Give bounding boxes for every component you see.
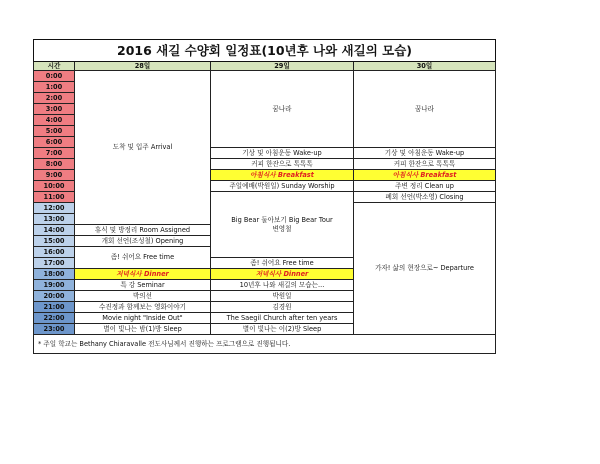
schedule-title: 2016 새길 수양회 일정표(10년후 나와 새길의 모습) [34, 40, 496, 62]
day3-coffee: 커피 한잔으로 톡톡톡 [354, 159, 496, 170]
time-cell: 1:00 [34, 82, 75, 93]
time-cell: 20:00 [34, 291, 75, 302]
day2-dinner: 저녁식사 Dinner [211, 269, 354, 280]
time-cell: 22:00 [34, 313, 75, 324]
header-time: 시간 [34, 62, 75, 71]
time-cell: 23:00 [34, 324, 75, 335]
day2-free-time: 좀! 쉬어요 Free time [211, 258, 354, 269]
time-cell: 4:00 [34, 115, 75, 126]
day2-future-en: The Saegil Church after ten years [211, 313, 354, 324]
time-cell: 10:00 [34, 181, 75, 192]
day1-movie-kr: 수진정과 함께보는 영화이야기 [75, 302, 211, 313]
time-cell: 5:00 [34, 126, 75, 137]
time-cell: 21:00 [34, 302, 75, 313]
day2-breakfast: 아침식사 Breakfast [211, 170, 354, 181]
day2-worship: 주일예배(박원일) Sunday Worship [211, 181, 354, 192]
time-cell: 15:00 [34, 236, 75, 247]
time-cell: 11:00 [34, 192, 75, 203]
time-cell: 12:00 [34, 203, 75, 214]
day2-wakeup: 기상 및 아침운동 Wake-up [211, 148, 354, 159]
day3-departure: 가자! 삶의 현장으로~ Departure [354, 203, 496, 335]
day3-wakeup: 기상 및 아침운동 Wake-up [354, 148, 496, 159]
time-cell: 19:00 [34, 280, 75, 291]
day2-future-speaker2: 김경원 [211, 302, 354, 313]
day2-coffee: 커피 한잔으로 톡톡톡 [211, 159, 354, 170]
day1-free-time: 좀! 쉬어요 Free time [75, 247, 211, 269]
time-cell: 13:00 [34, 214, 75, 225]
time-cell: 0:00 [34, 71, 75, 82]
time-cell: 2:00 [34, 93, 75, 104]
day3-cleanup: 주변 정리 Clean up [354, 181, 496, 192]
day1-movie-en: Movie night "Inside Out" [75, 313, 211, 324]
time-cell: 16:00 [34, 247, 75, 258]
day2-future: 10년후 나와 새길의 모습는... [211, 280, 354, 291]
time-cell: 17:00 [34, 258, 75, 269]
time-cell: 8:00 [34, 159, 75, 170]
schedule-sheet [33, 39, 495, 354]
schedule-table [33, 39, 496, 354]
time-cell: 6:00 [34, 137, 75, 148]
day2-future-speaker1: 박원일 [211, 291, 354, 302]
day2-sleep: 별이 빛나는 이(2)방 Sleep [211, 324, 354, 335]
day1-seminar: 특 강 Seminar [75, 280, 211, 291]
day3-dream: 꿈나라 [354, 71, 496, 148]
day1-dinner: 저녁식사 Dinner [75, 269, 211, 280]
header-day-28: 28일 [75, 62, 211, 71]
time-cell: 7:00 [34, 148, 75, 159]
day2-tour-guide: 변영철 [272, 224, 292, 233]
day1-seminar-speaker: 박의선 [75, 291, 211, 302]
time-cell: 14:00 [34, 225, 75, 236]
header-day-29: 29일 [211, 62, 354, 71]
time-cell: 18:00 [34, 269, 75, 280]
day1-sleep: 별이 빛나는 밤(1)방 Sleep [75, 324, 211, 335]
day3-breakfast: 아침식사 Breakfast [354, 170, 496, 181]
header-day-30: 30일 [354, 62, 496, 71]
day3-closing: 폐회 선언(박소영) Closing [354, 192, 496, 203]
time-cell: 9:00 [34, 170, 75, 181]
day1-room: 휴식 및 방정리 Room Assigned [75, 225, 211, 236]
footnote: * 주일 학교는 Bethany Chiaravalle 전도사님께서 진행하는 프로그램으로 진행됩니다. [34, 335, 496, 354]
time-cell: 3:00 [34, 104, 75, 115]
day2-dream: 꿈나라 [211, 71, 354, 148]
day2-tour [211, 192, 354, 258]
day2-tour-label: Big Bear 둘아보기 Big Bear Tour [231, 215, 333, 224]
day1-arrival: 도착 및 입주 Arrival [75, 71, 211, 225]
day1-opening: 개회 선언(조성철) Opening [75, 236, 211, 247]
